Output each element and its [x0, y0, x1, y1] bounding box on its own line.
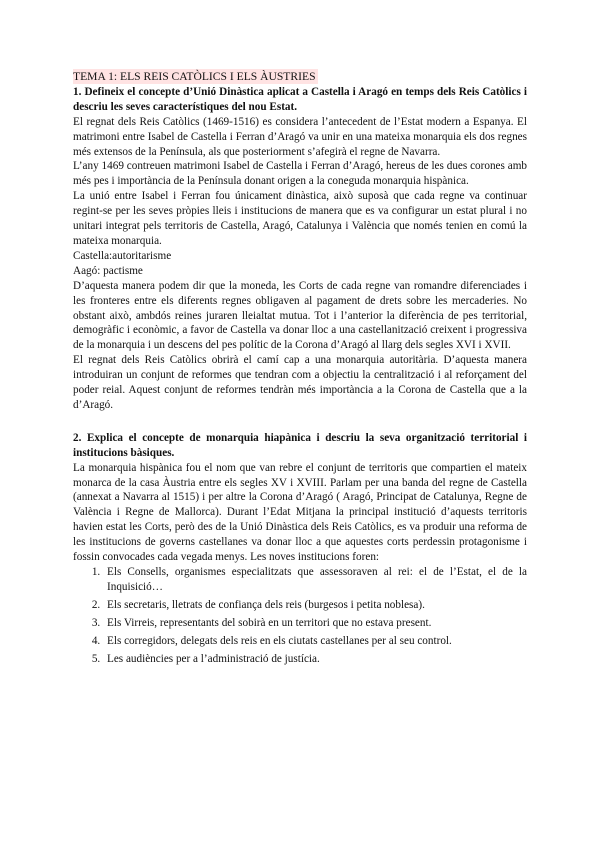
paragraph-1-3: La unió entre Isabel i Ferran fou únicament dinàstica, això suposà que cada regne va continuar regint-se per les seves pròpies lleis i institucions de manera que es va configurar un estat plural i no unitari integrat pels territoris de Castella, Aragó, Catalunya i València que només tenien en comú la mateixa monarquia.	[73, 190, 527, 247]
question-2: 2. Explica el concepte de monarquia hiapànica i descriu la seva organització territorial i institucions bàsiques.	[73, 431, 527, 459]
paragraph-1-4: D’aquesta manera podem dir que la moneda, les Corts de cada regne van romandre diferenciades i les fronteres entre els diferents regnes obligaven al pagament de drets sobre les mercaderies. No obstant això, ambdós reines juraren lleialtat mutua. Tot i l’anterior la diferència de pes territorial, demogràfic i econòmic, a favor de Castella va donar lloc a una castellanització creixent i progressiva de la monarquia i un descens del pes polític de la Corona d’Aragó al llarg dels segles XVI i XVII.	[73, 279, 527, 352]
question-1: 1. Defineix el concepte d’Unió Dinàstica aplicat a Castella i Aragó en temps dels Reis Catòlics i descriu les seves característiques del nou Estat.	[73, 85, 527, 113]
paragraph-1-1: El regnat dels Reis Catòlics (1469-1516) es considera l’antecedent de l’Estat modern a Espanya. El matrimoni entre Isabel de Castella i Ferran d’Aragó va unir en una mateixa monarquia els dos regnes més extensos de la Península, als que posteriorment s’afegirà el regne de Navarra.	[73, 115, 527, 158]
note-castella: Castella:autoritarisme	[73, 249, 172, 262]
list-item: 2. Els secretaris, lletrats de confiança dels reis (burgesos i petita noblesa).	[103, 598, 527, 613]
list-item: 4. Els corregidors, delegats dels reis en els ciutats castellanes per al seu control.	[103, 634, 527, 649]
list-item: 1. Els Consells, organismes especialitzats que assessoraven al rei: el de l’Estat, el de la Inquisició…	[103, 565, 527, 595]
note-arago: Aagó: pactisme	[73, 264, 143, 277]
paragraph-1-5: El regnat dels Reis Catòlics obrirà el camí cap a una monarquia autoritària. D’aquesta manera introduiran un conjunt de reformes que tendran com a objectiu la centralització i al reforçament del poder reial. Aquest conjunt de reformes tendràn més importància a la Corona de Castella que a la d’Aragó.	[73, 354, 527, 411]
list-item: 3. Els Virreis, representants del sobirà en un territori que no estava present.	[103, 616, 527, 631]
document-page	[73, 69, 527, 669]
paragraph-2-1: La monarquia hispànica fou el nom que van rebre el conjunt de territoris que compartien el mateix monarca de la casa Àustria entre els segles XV i XVIII. Parlam per una banda del regne de Castella (annexat a Navarra al 1515) i per altre la Corona d’Aragó ( Aragó, Principat de Catalunya, Regne de València i Regne de Mallorca). Durant l’Edat Mitjana la principal institució d’aquests territoris havien estat les Corts, però des de la Unió Dinàstica dels Reis Catòlics, es va produir una reforma de les institucions de governs castellanes va donar lloc a que aquestes corts perdessin protagonisme i fossin convocades cada vegada menys. Les noves institucions foren:	[73, 461, 527, 564]
page-title: TEMA 1: ELS REIS CATÒLICS I ELS ÀUSTRIES	[73, 70, 316, 83]
list-item: 5. Les audiències per a l’administració de justícia.	[103, 652, 527, 667]
section-gap	[73, 413, 527, 431]
institutions-list	[73, 565, 527, 666]
paragraph-1-2: L’any 1469 contreuen matrimoni Isabel de Castella i Ferran d’Aragó, hereus de les dues corones amb més pes i importància de la Península donant origen a la coneguda monarquia hispànica.	[73, 160, 527, 188]
